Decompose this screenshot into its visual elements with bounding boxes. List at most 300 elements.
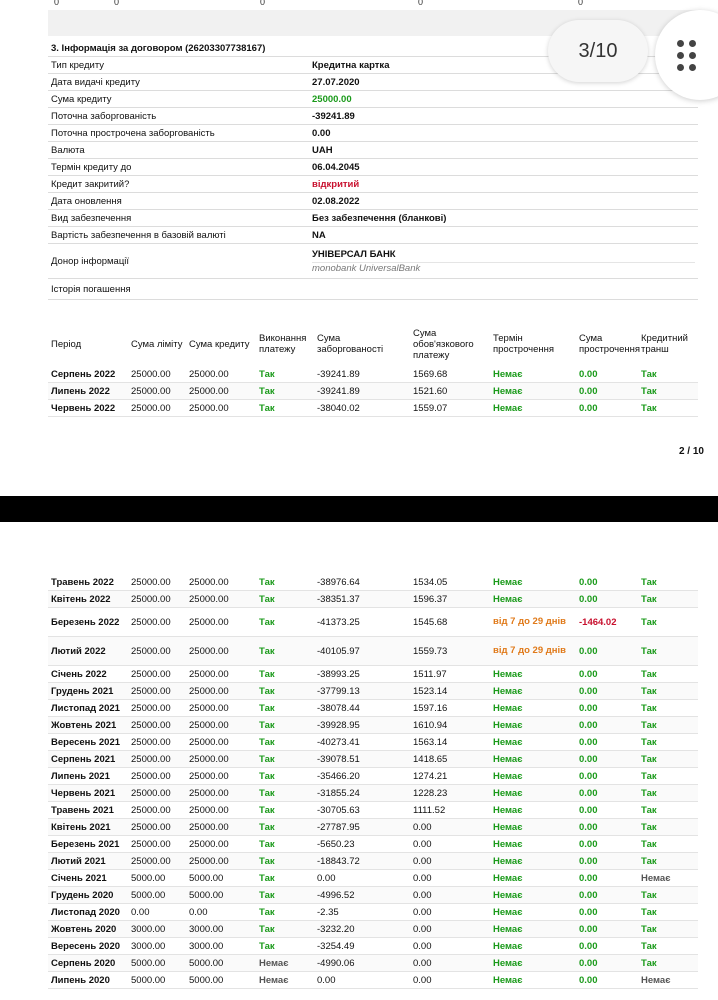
table-cell: Так xyxy=(256,574,314,591)
info-label: Тип кредиту xyxy=(48,57,309,74)
table-row xyxy=(48,637,698,666)
tail-cell: 0 xyxy=(578,0,584,7)
info-label: Кредит закритий? xyxy=(48,176,309,193)
table-cell: Так xyxy=(256,870,314,887)
table-cell: Так xyxy=(638,887,698,904)
table-cell: Січень 2021 xyxy=(48,870,128,887)
table-cell: -3254.49 xyxy=(314,938,410,955)
table-cell: Немає xyxy=(490,836,576,853)
table-cell: Липень 2022 xyxy=(48,383,128,400)
table-cell: Немає xyxy=(490,734,576,751)
table-cell: Вересень 2021 xyxy=(48,734,128,751)
table-cell: Немає xyxy=(490,870,576,887)
table-cell: 25000.00 xyxy=(128,700,186,717)
table-cell: 25000.00 xyxy=(186,768,256,785)
table-cell: -18843.72 xyxy=(314,853,410,870)
table-cell: Немає xyxy=(490,921,576,938)
table-cell: Немає xyxy=(490,768,576,785)
table-cell: 0.00 xyxy=(576,683,638,700)
table-cell: 0.00 xyxy=(576,591,638,608)
table-cell: Так xyxy=(638,683,698,700)
column-header: Кредитний транш xyxy=(641,333,688,355)
table-cell: -40273.41 xyxy=(314,734,410,751)
info-row xyxy=(48,91,698,108)
table-cell: 0.00 xyxy=(576,836,638,853)
table-cell: 0.00 xyxy=(576,870,638,887)
table-cell: -1464.02 xyxy=(576,608,638,637)
previous-table-tail xyxy=(48,0,698,8)
table-cell: 25000.00 xyxy=(128,574,186,591)
table-cell: Липень 2021 xyxy=(48,768,128,785)
table-cell: Так xyxy=(638,734,698,751)
table-cell: 0.00 xyxy=(576,955,638,972)
info-row xyxy=(48,176,698,193)
table-cell: Так xyxy=(256,366,314,383)
table-cell: 25000.00 xyxy=(128,400,186,417)
table-cell: 25000.00 xyxy=(186,666,256,683)
repayment-history-table xyxy=(48,322,698,417)
info-value: UAH xyxy=(309,142,698,159)
info-label: Дата видачі кредиту xyxy=(48,74,309,91)
table-cell: -31855.24 xyxy=(314,785,410,802)
table-cell: 1111.52 xyxy=(410,802,490,819)
table-row xyxy=(48,785,698,802)
table-cell: Так xyxy=(638,608,698,637)
table-cell: 0.00 xyxy=(576,366,638,383)
table-cell: 3000.00 xyxy=(128,921,186,938)
table-cell: 0.00 xyxy=(576,400,638,417)
table-row xyxy=(48,904,698,921)
table-cell: -38976.64 xyxy=(314,574,410,591)
table-cell: 0.00 xyxy=(410,972,490,989)
table-cell: 25000.00 xyxy=(128,608,186,637)
table-cell: Квітень 2021 xyxy=(48,819,128,836)
table-cell: 25000.00 xyxy=(186,591,256,608)
table-cell: Немає xyxy=(490,785,576,802)
table-cell: 0.00 xyxy=(314,870,410,887)
page-number: 2 / 10 xyxy=(678,446,704,457)
table-cell: -30705.63 xyxy=(314,802,410,819)
table-cell: Січень 2022 xyxy=(48,666,128,683)
table-cell: Грудень 2020 xyxy=(48,887,128,904)
table-cell: Так xyxy=(638,383,698,400)
table-cell: 0.00 xyxy=(314,972,410,989)
table-cell: Так xyxy=(256,836,314,853)
info-label: Термін кредиту до xyxy=(48,159,309,176)
table-cell: Немає xyxy=(490,819,576,836)
table-row xyxy=(48,870,698,887)
table-cell: Так xyxy=(256,400,314,417)
table-cell: 25000.00 xyxy=(128,785,186,802)
grid-dots-icon xyxy=(677,40,707,70)
table-cell: Немає xyxy=(490,938,576,955)
table-cell: 0.00 xyxy=(576,768,638,785)
table-cell: 25000.00 xyxy=(186,574,256,591)
table-cell: 25000.00 xyxy=(186,683,256,700)
info-label: Вид забезпечення xyxy=(48,210,309,227)
table-cell: Немає xyxy=(490,666,576,683)
info-label: Дата оновлення xyxy=(48,193,309,210)
table-cell: -38351.37 xyxy=(314,591,410,608)
table-cell: Немає xyxy=(490,717,576,734)
info-value: Без забезпечення (бланкові) xyxy=(309,210,698,227)
table-cell: Так xyxy=(256,751,314,768)
table-cell: 25000.00 xyxy=(128,734,186,751)
donor-bank-name: УНІВЕРСАЛ БАНК xyxy=(312,248,396,260)
info-label: Поточна заборгованість xyxy=(48,108,309,125)
table-cell: Червень 2022 xyxy=(48,400,128,417)
table-cell: Немає xyxy=(490,751,576,768)
table-cell: Листопад 2021 xyxy=(48,700,128,717)
table-cell: Так xyxy=(638,400,698,417)
table-cell: 0.00 xyxy=(410,836,490,853)
table-cell: 0.00 xyxy=(576,853,638,870)
table-cell: 0.00 xyxy=(576,819,638,836)
table-cell: Так xyxy=(638,700,698,717)
table-cell: -27787.95 xyxy=(314,819,410,836)
table-cell: Так xyxy=(256,802,314,819)
table-cell: -5650.23 xyxy=(314,836,410,853)
table-cell: 25000.00 xyxy=(186,383,256,400)
table-cell: Немає xyxy=(490,683,576,700)
info-label: Сума кредиту xyxy=(48,91,309,108)
table-row xyxy=(48,608,698,637)
table-cell: Так xyxy=(256,683,314,700)
table-cell: 0.00 xyxy=(410,853,490,870)
table-cell: 25000.00 xyxy=(128,853,186,870)
table-cell: від 7 до 29 днів xyxy=(490,637,576,666)
donor-row xyxy=(48,244,698,279)
table-cell: Так xyxy=(638,768,698,785)
table-cell: 0.00 xyxy=(576,938,638,955)
table-cell: 5000.00 xyxy=(186,972,256,989)
table-cell: 25000.00 xyxy=(128,683,186,700)
info-value: 0.00 xyxy=(309,125,698,142)
info-label: Вартість забезпечення в базовій валюті xyxy=(48,227,309,244)
table-cell: Так xyxy=(638,955,698,972)
table-cell: Серпень 2022 xyxy=(48,366,128,383)
table-row xyxy=(48,700,698,717)
table-cell: -38078.44 xyxy=(314,700,410,717)
info-row xyxy=(48,108,698,125)
table-cell: Так xyxy=(256,666,314,683)
table-cell: 0.00 xyxy=(576,383,638,400)
table-cell: 5000.00 xyxy=(186,955,256,972)
table-cell: 25000.00 xyxy=(186,836,256,853)
table-cell: -41373.25 xyxy=(314,608,410,637)
table-cell: Вересень 2020 xyxy=(48,938,128,955)
table-cell: 1563.14 xyxy=(410,734,490,751)
table-row xyxy=(48,938,698,955)
table-cell: 0.00 xyxy=(410,938,490,955)
donor-bank-subtitle: monobank UniversalBank xyxy=(312,262,695,274)
table-cell: -2.35 xyxy=(314,904,410,921)
info-row xyxy=(48,142,698,159)
info-value: -39241.89 xyxy=(309,108,698,125)
table-row xyxy=(48,666,698,683)
table-cell: 25000.00 xyxy=(186,751,256,768)
info-row xyxy=(48,125,698,142)
table-cell: 0.00 xyxy=(576,785,638,802)
table-row xyxy=(48,717,698,734)
table-row xyxy=(48,887,698,904)
table-cell: Травень 2021 xyxy=(48,802,128,819)
table-cell: Так xyxy=(638,591,698,608)
table-cell: Так xyxy=(256,591,314,608)
table-cell: 0.00 xyxy=(576,802,638,819)
table-cell: 1610.94 xyxy=(410,717,490,734)
table-row xyxy=(48,972,698,989)
tail-cell: 0 xyxy=(418,0,424,7)
info-value: Кредитна картка xyxy=(309,57,698,74)
table-cell: 1569.68 xyxy=(410,366,490,383)
table-cell: Так xyxy=(638,366,698,383)
info-value: 02.08.2022 xyxy=(309,193,698,210)
table-cell: 25000.00 xyxy=(128,768,186,785)
table-cell: Лютий 2021 xyxy=(48,853,128,870)
table-cell: 1511.97 xyxy=(410,666,490,683)
table-cell: Немає xyxy=(490,366,576,383)
table-cell: -39078.51 xyxy=(314,751,410,768)
table-cell: 25000.00 xyxy=(128,637,186,666)
table-row xyxy=(48,768,698,785)
page-indicator: 3/10 xyxy=(548,20,648,82)
info-label: Поточна прострочена заборгованість xyxy=(48,125,309,142)
info-value: відкритий xyxy=(309,176,698,193)
table-cell: 5000.00 xyxy=(128,887,186,904)
table-cell: Немає xyxy=(256,955,314,972)
table-cell: 1596.37 xyxy=(410,591,490,608)
table-cell: 25000.00 xyxy=(128,802,186,819)
table-row xyxy=(48,400,698,417)
column-header: Сума заборгованості xyxy=(317,333,384,355)
table-cell: 0.00 xyxy=(576,734,638,751)
table-cell: Грудень 2021 xyxy=(48,683,128,700)
table-cell: Липень 2020 xyxy=(48,972,128,989)
table-cell: 0.00 xyxy=(576,574,638,591)
table-cell: 25000.00 xyxy=(128,819,186,836)
info-label: Донор інформації xyxy=(48,244,309,279)
table-cell: від 7 до 29 днів xyxy=(490,608,576,637)
table-row xyxy=(48,751,698,768)
table-cell: Так xyxy=(638,637,698,666)
table-cell: 25000.00 xyxy=(128,751,186,768)
table-cell: -38993.25 xyxy=(314,666,410,683)
table-cell: 25000.00 xyxy=(186,366,256,383)
info-value: 27.07.2020 xyxy=(309,74,698,91)
tail-cell: 0 xyxy=(54,0,60,7)
table-row xyxy=(48,955,698,972)
table-cell: -4990.06 xyxy=(314,955,410,972)
repayment-history-table-continued xyxy=(48,574,698,989)
table-row xyxy=(48,853,698,870)
table-cell: 5000.00 xyxy=(128,972,186,989)
table-cell: Так xyxy=(256,608,314,637)
table-cell: 5000.00 xyxy=(128,955,186,972)
table-cell: Так xyxy=(638,921,698,938)
table-cell: 5000.00 xyxy=(186,887,256,904)
table-cell: Листопад 2020 xyxy=(48,904,128,921)
table-cell: Так xyxy=(256,768,314,785)
table-cell: Червень 2021 xyxy=(48,785,128,802)
table-cell: 25000.00 xyxy=(186,400,256,417)
table-cell: 1559.07 xyxy=(410,400,490,417)
table-cell: Немає xyxy=(490,383,576,400)
info-row xyxy=(48,193,698,210)
table-cell: Так xyxy=(638,574,698,591)
table-cell: Немає xyxy=(490,955,576,972)
table-cell: Немає xyxy=(638,972,698,989)
table-cell: Немає xyxy=(490,802,576,819)
table-cell: 0.00 xyxy=(576,904,638,921)
info-row xyxy=(48,159,698,176)
table-cell: Немає xyxy=(490,400,576,417)
table-cell: 0.00 xyxy=(410,955,490,972)
table-row xyxy=(48,819,698,836)
table-cell: 25000.00 xyxy=(186,785,256,802)
table-cell: 25000.00 xyxy=(128,717,186,734)
table-cell: 3000.00 xyxy=(128,938,186,955)
table-cell: Так xyxy=(256,938,314,955)
column-header: Сума прострочення xyxy=(579,333,641,355)
info-value: NA xyxy=(309,227,698,244)
table-cell: Жовтень 2020 xyxy=(48,921,128,938)
table-cell: 0.00 xyxy=(576,887,638,904)
info-label: Валюта xyxy=(48,142,309,159)
table-cell: 0.00 xyxy=(576,717,638,734)
info-value: 06.04.2045 xyxy=(309,159,698,176)
history-row xyxy=(48,279,698,300)
table-cell: Так xyxy=(638,717,698,734)
info-label: Історія погашення xyxy=(48,279,309,300)
table-cell: 3000.00 xyxy=(186,938,256,955)
table-cell: 25000.00 xyxy=(186,717,256,734)
table-cell: Немає xyxy=(638,870,698,887)
table-row xyxy=(48,734,698,751)
table-cell: 0.00 xyxy=(410,819,490,836)
table-cell: Так xyxy=(638,785,698,802)
table-cell: Лютий 2022 xyxy=(48,637,128,666)
table-cell: 25000.00 xyxy=(186,608,256,637)
table-cell: -37799.13 xyxy=(314,683,410,700)
table-cell: 1545.68 xyxy=(410,608,490,637)
table-cell: 0.00 xyxy=(128,904,186,921)
table-cell: Немає xyxy=(490,972,576,989)
table-cell: 25000.00 xyxy=(128,383,186,400)
table-cell: Так xyxy=(638,802,698,819)
table-cell: Жовтень 2021 xyxy=(48,717,128,734)
table-cell: Немає xyxy=(490,904,576,921)
table-cell: Так xyxy=(256,785,314,802)
table-cell: Серпень 2021 xyxy=(48,751,128,768)
tail-cell: 0 xyxy=(114,0,120,7)
table-cell: -4996.52 xyxy=(314,887,410,904)
table-cell: 3000.00 xyxy=(186,921,256,938)
table-cell: 1418.65 xyxy=(410,751,490,768)
tail-cell: 0 xyxy=(260,0,266,7)
table-row xyxy=(48,591,698,608)
column-header: Виконання платежу xyxy=(259,333,307,355)
info-value: 25000.00 xyxy=(309,91,698,108)
table-cell: 1521.60 xyxy=(410,383,490,400)
table-cell: Серпень 2020 xyxy=(48,955,128,972)
table-cell: 1559.73 xyxy=(410,637,490,666)
table-cell: 25000.00 xyxy=(186,700,256,717)
column-header: Сума обов'язкового платежу xyxy=(413,327,474,361)
table-cell: Так xyxy=(638,751,698,768)
table-cell: Немає xyxy=(490,700,576,717)
table-cell: Немає xyxy=(490,887,576,904)
table-cell: -38040.02 xyxy=(314,400,410,417)
table-cell: 1228.23 xyxy=(410,785,490,802)
table-cell: 25000.00 xyxy=(128,666,186,683)
donor-value xyxy=(309,244,698,279)
table-cell: 25000.00 xyxy=(186,637,256,666)
table-cell: -39928.95 xyxy=(314,717,410,734)
info-row xyxy=(48,227,698,244)
table-cell: 0.00 xyxy=(576,921,638,938)
table-cell: Так xyxy=(256,853,314,870)
table-cell: Так xyxy=(256,717,314,734)
table-cell: 0.00 xyxy=(576,751,638,768)
column-header: Період xyxy=(51,338,82,350)
table-cell: 25000.00 xyxy=(186,819,256,836)
section-title: 3. Інформація за договором (26203307738167) xyxy=(48,40,698,57)
table-row xyxy=(48,366,698,383)
table-cell: Немає xyxy=(490,591,576,608)
table-cell: 0.00 xyxy=(576,972,638,989)
table-cell: 25000.00 xyxy=(186,853,256,870)
table-cell: Немає xyxy=(256,972,314,989)
info-row xyxy=(48,210,698,227)
table-cell: 25000.00 xyxy=(186,734,256,751)
table-cell: 25000.00 xyxy=(128,591,186,608)
column-header: Термін прострочення xyxy=(493,333,555,355)
column-header: Сума кредиту xyxy=(189,338,250,350)
table-cell: -40105.97 xyxy=(314,637,410,666)
column-header: Сума ліміту xyxy=(131,338,183,350)
table-cell: 25000.00 xyxy=(128,366,186,383)
table-cell: 0.00 xyxy=(410,904,490,921)
table-cell: Так xyxy=(638,836,698,853)
table-cell: -39241.89 xyxy=(314,366,410,383)
table-cell: 0.00 xyxy=(410,870,490,887)
table-cell: Так xyxy=(256,887,314,904)
table-cell: 1274.21 xyxy=(410,768,490,785)
table-row xyxy=(48,383,698,400)
table-cell: Березень 2021 xyxy=(48,836,128,853)
table-row xyxy=(48,574,698,591)
table-cell: -35466.20 xyxy=(314,768,410,785)
table-row xyxy=(48,683,698,700)
table-cell: 0.00 xyxy=(410,921,490,938)
table-cell: -3232.20 xyxy=(314,921,410,938)
table-cell: Так xyxy=(256,819,314,836)
table-cell: Так xyxy=(256,383,314,400)
table-cell: 0.00 xyxy=(576,700,638,717)
document-page-3 xyxy=(0,522,718,1000)
table-cell: 1534.05 xyxy=(410,574,490,591)
table-row xyxy=(48,921,698,938)
table-cell: Так xyxy=(256,734,314,751)
table-cell: 0.00 xyxy=(410,887,490,904)
table-cell: 5000.00 xyxy=(128,870,186,887)
table-cell: Так xyxy=(256,700,314,717)
table-row xyxy=(48,836,698,853)
table-cell: Так xyxy=(638,819,698,836)
table-cell: Так xyxy=(638,938,698,955)
table-cell: Так xyxy=(638,666,698,683)
